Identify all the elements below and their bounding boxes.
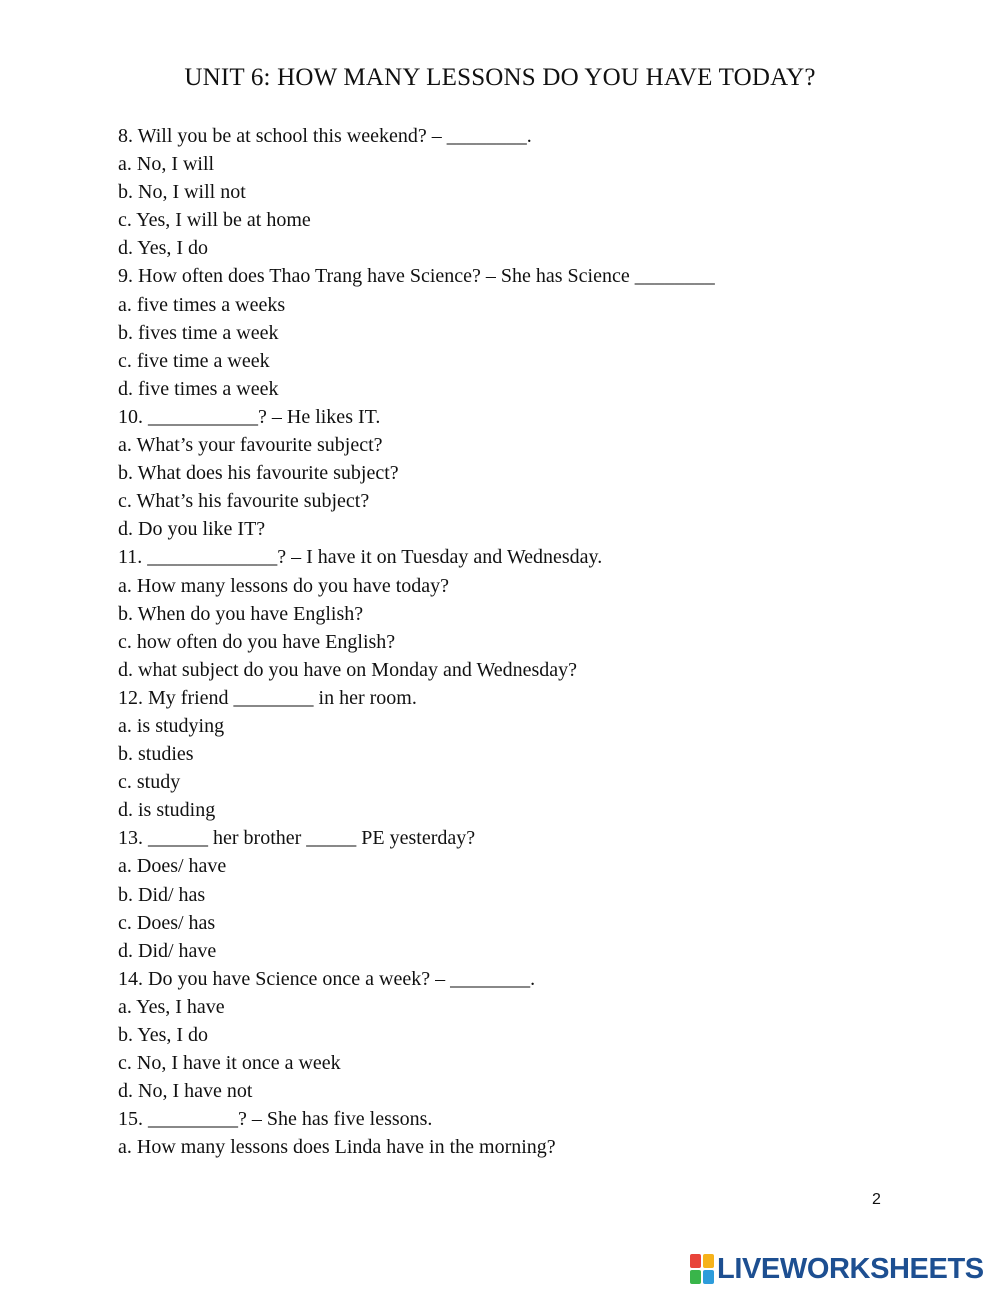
page-title: UNIT 6: HOW MANY LESSONS DO YOU HAVE TODAY? (184, 64, 816, 91)
option-line: c. Does/ has (118, 911, 216, 934)
option-line: a. Does/ have (118, 855, 227, 878)
page-number: 2 (872, 1191, 881, 1208)
option-line: b. Did/ has (118, 883, 206, 906)
option-line: d. Do you like IT? (118, 518, 266, 541)
option-line: c. five time a week (118, 349, 270, 372)
option-line: b. studies (118, 743, 194, 766)
question-line: 11. _____________? – I have it on Tuesday and Wednesday. (118, 546, 603, 569)
option-line: b. Yes, I do (118, 1024, 209, 1046)
option-line: d. No, I have not (118, 1080, 253, 1103)
option-line: c. study (118, 771, 181, 794)
option-line: a. How many lessons do you have today? (118, 574, 450, 597)
option-line: d. is studing (118, 799, 216, 822)
question-line: 12. My friend ________ in her room. (118, 686, 417, 709)
question-line: 14. Do you have Science once a week? – ________. (118, 967, 536, 990)
question-line: 9. How often does Thao Trang have Science? – She has Science ________ (118, 265, 715, 288)
option-line: a. No, I will (118, 153, 215, 176)
option-line: c. Yes, I will be at home (118, 209, 311, 232)
option-line: c. how often do you have English? (118, 630, 396, 653)
option-line: b. What does his favourite subject? (118, 462, 399, 485)
question-list (118, 122, 938, 1161)
option-line: a. How many lessons does Linda have in the morning? (118, 1136, 556, 1159)
option-line: b. fives time a week (118, 321, 279, 344)
question-line: 15. _________? – She has five lessons. (118, 1108, 433, 1131)
brand-footer[interactable] (690, 1252, 984, 1286)
question-line: 13. ______ her brother _____ PE yesterday? (118, 827, 476, 850)
brand-name: LIVEWORKSHEETS (717, 1252, 984, 1285)
option-line: a. Yes, I have (118, 995, 225, 1018)
option-line: d. what subject do you have on Monday and Wednesday? (118, 658, 578, 681)
option-line: d. five times a week (118, 377, 279, 400)
option-line: a. is studying (118, 714, 225, 737)
question-line: 8. Will you be at school this weekend? – ________. (118, 125, 532, 147)
liveworksheets-logo-icon (690, 1254, 714, 1284)
option-line: d. Yes, I do (118, 237, 209, 260)
option-line: c. No, I have it once a week (118, 1052, 341, 1075)
option-line: a. What’s your favourite subject? (118, 434, 383, 457)
option-line: c. What’s his favourite subject? (118, 490, 370, 513)
option-line: b. When do you have English? (118, 602, 364, 625)
option-line: d. Did/ have (118, 939, 217, 962)
option-line: a. five times a weeks (118, 293, 286, 316)
option-line: b. No, I will not (118, 181, 246, 204)
question-line: 10. ___________? – He likes IT. (118, 405, 381, 428)
